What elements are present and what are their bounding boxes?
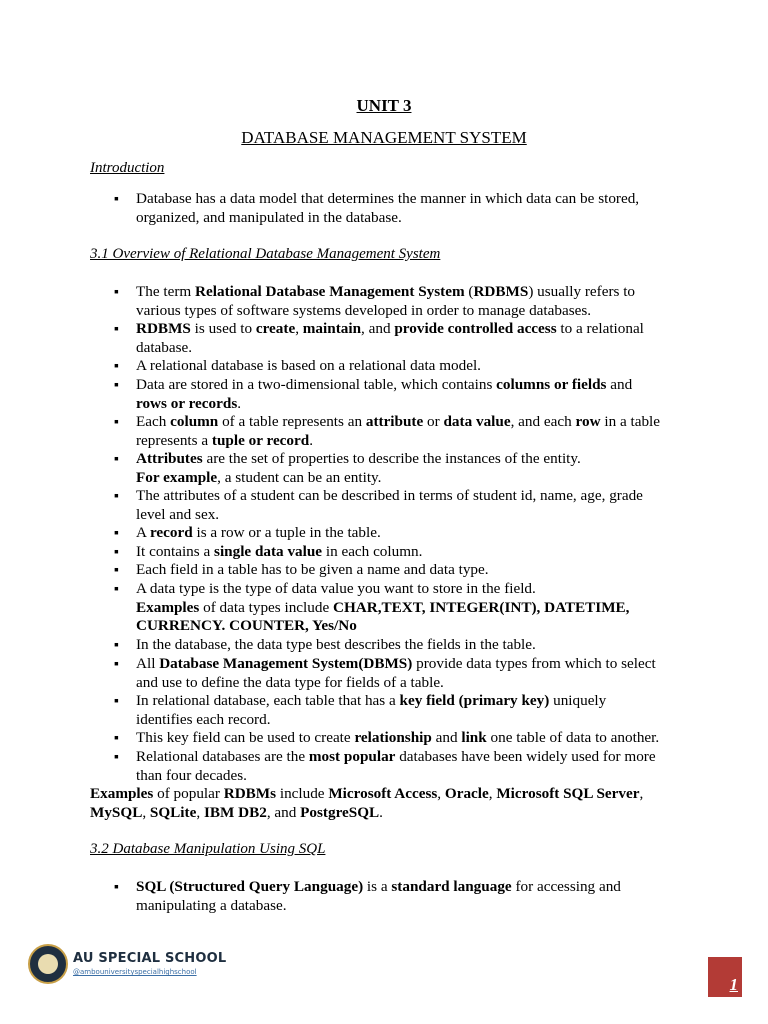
bold-term: columns or fields (496, 376, 607, 393)
text-run: . (309, 431, 313, 449)
text-run: It contains a (136, 543, 215, 560)
text-run: level and sex. (136, 505, 220, 523)
bullet-icon (114, 288, 122, 296)
bullet-icon (114, 325, 122, 333)
list-item (136, 729, 692, 748)
text-run: , (437, 785, 445, 802)
text-run: In the database, the data type best describes the fields in the table. (136, 636, 536, 653)
text-run: to a relational (556, 320, 644, 337)
text-run: ) usually refers to (528, 283, 636, 300)
list-item (136, 748, 692, 785)
text-run: represents a (136, 431, 212, 449)
bold-term: data value (443, 413, 511, 430)
text-run: A (136, 524, 150, 541)
text-run: , and (361, 320, 395, 337)
text-run: than four decades. (136, 766, 247, 784)
text-run: in a table (600, 413, 661, 430)
bold-term: single data value (214, 543, 323, 560)
list-item (136, 413, 692, 450)
text-run: of data types include (199, 598, 333, 616)
bold-term: rows or records (136, 394, 238, 412)
bold-term: Examples (136, 598, 200, 616)
page-number-badge (708, 957, 742, 997)
text-run: one table of data to another. (486, 729, 660, 746)
text-run: , (639, 785, 644, 802)
text-run: In relational database, each table that has a (136, 692, 400, 709)
text-run: is a row or a tuple in the table. (192, 524, 381, 541)
list-item (136, 561, 692, 580)
text-run: various types of software systems developed in order to manage databases. (136, 301, 592, 319)
text-run: The term (136, 283, 196, 300)
list-item (136, 692, 692, 729)
bold-term: MySQL (90, 803, 143, 821)
bold-term: IBM DB2 (203, 803, 267, 821)
bold-term: standard language (391, 878, 512, 895)
text-run: include (276, 785, 329, 802)
text-run: Each field in a table has to be given a name and data type. (136, 561, 489, 578)
text-run: is used to (190, 320, 256, 337)
bold-term: most popular (308, 748, 396, 765)
text-run: database. (136, 338, 193, 356)
text-run: Relational databases are the (136, 748, 309, 765)
bold-term: maintain (302, 320, 362, 337)
text-line: organized, and manipulated in the database. (136, 208, 402, 226)
text-run: in each column. (322, 543, 423, 560)
list-item (136, 524, 692, 543)
text-run: provide data types from which to select (412, 655, 656, 672)
text-run: The attributes of a student can be described in terms of student id, name, age, grade (136, 487, 643, 504)
text-run: for accessing and (511, 878, 621, 895)
text-run: is a (363, 878, 392, 895)
bold-term: Microsoft SQL Server (496, 785, 640, 802)
bold-term: create (255, 320, 296, 337)
bold-term: attribute (365, 413, 424, 430)
text-run: ( (464, 283, 474, 300)
bold-term: column (170, 413, 219, 430)
bold-term: Microsoft Access (328, 785, 438, 802)
text-run: . (379, 803, 383, 821)
section-3-2-heading: 3.2 Database Manipulation Using SQL (90, 841, 326, 857)
list-item (136, 655, 692, 692)
text-run: This key field can be used to create (136, 729, 355, 746)
bullet-icon (114, 381, 122, 389)
text-run: or (423, 413, 444, 430)
unit-title: UNIT 3 (356, 96, 412, 115)
list-item (136, 357, 692, 376)
text-run: of a table represents an (218, 413, 366, 430)
bullet-icon (114, 492, 122, 500)
bullet-icon (114, 566, 122, 574)
bold-term: record (149, 524, 193, 541)
bold-term: Relational Database Management System (195, 283, 465, 300)
text-run: A relational database is based on a relational data model. (136, 357, 481, 374)
bullet-icon (114, 697, 122, 705)
list-item (136, 487, 692, 524)
text-run: manipulating a database. (136, 896, 287, 914)
text-run: and (431, 729, 462, 746)
bullet-icon (114, 418, 122, 426)
rdbms-examples-paragraph (90, 785, 690, 822)
text-run: , and each (510, 413, 576, 430)
bold-term: Database Management System(DBMS) (159, 655, 413, 672)
text-run: , (142, 803, 150, 821)
bold-term: row (575, 413, 601, 430)
bold-term: tuple or record (211, 431, 310, 449)
bold-term: Attributes (136, 450, 203, 467)
list-item (136, 878, 692, 915)
text-run: Data are stored in a two-dimensional table, which contains (136, 376, 497, 393)
bold-term: Examples (90, 785, 154, 802)
text-run: , a student can be an entity. (217, 468, 382, 486)
list-item (136, 283, 692, 320)
text-run: , (196, 803, 204, 821)
bold-term: Oracle (444, 785, 489, 802)
bold-term: provide controlled access (394, 320, 557, 337)
bold-term: CURRENCY. COUNTER, Yes/No (136, 617, 357, 634)
bold-term: PostgreSQL (300, 803, 380, 821)
bullet-icon (114, 641, 122, 649)
text-run: and (606, 376, 633, 393)
list-item (136, 543, 692, 562)
bullet-icon (114, 195, 122, 203)
section-3-1-heading: 3.1 Overview of Relational Database Management System (90, 246, 441, 262)
text-run: of popular (153, 785, 224, 802)
social-handle-link[interactable]: @ambouniversityspecialhighschool (73, 968, 197, 976)
text-run: A data type is the type of data value you want to store in the field. (136, 580, 536, 597)
text-run: All (136, 655, 160, 672)
introduction-heading: Introduction (90, 160, 165, 176)
list-item (136, 450, 692, 487)
bullet-icon (114, 585, 122, 593)
text-line: Database has a data model that determines the manner in which data can be stored, (136, 190, 640, 207)
bullet-icon (114, 529, 122, 537)
list-item (136, 320, 692, 357)
list-item (136, 376, 692, 413)
school-name: AU SPECIAL SCHOOL (73, 951, 227, 966)
text-run: uniquely (549, 692, 607, 709)
bold-term: RDBMS (136, 320, 191, 337)
text-run: databases have been widely used for more (395, 748, 656, 765)
list-item (136, 580, 692, 636)
bullet-icon (114, 455, 122, 463)
bold-term: SQLite (149, 803, 197, 821)
document-title: DATABASE MANAGEMENT SYSTEM (241, 128, 527, 147)
text-run: Each (136, 413, 171, 430)
text-run: identifies each record. (136, 710, 271, 728)
page-number: 1 (729, 975, 738, 994)
text-run: . (237, 394, 242, 412)
bullet-icon (114, 734, 122, 742)
bold-term: link (461, 729, 487, 746)
bold-term: key field (primary key) (399, 692, 550, 709)
school-logo-icon (28, 944, 68, 984)
bullet-icon (114, 362, 122, 370)
text-run: are the set of properties to describe the instances of the entity. (202, 450, 581, 467)
bullet-icon (114, 660, 122, 668)
text-run: , (295, 320, 303, 337)
bold-term: SQL (Structured Query Language) (136, 878, 364, 895)
text-run: , (488, 785, 497, 802)
bullet-icon (114, 548, 122, 556)
bold-term: CHAR,TEXT, INTEGER(INT), DATETIME, (333, 598, 630, 616)
bullet-icon (114, 753, 122, 761)
bold-term: For example (136, 468, 218, 486)
intro-bullet (136, 190, 692, 227)
bold-term: relationship (354, 729, 432, 746)
bold-term: RDBMs (223, 785, 277, 802)
bold-term: RDBMS (473, 283, 529, 300)
text-run: , and (266, 803, 301, 821)
list-item (136, 636, 692, 655)
text-run: and use to define the data type for fields of a table. (136, 673, 444, 691)
bullet-icon (114, 883, 122, 891)
